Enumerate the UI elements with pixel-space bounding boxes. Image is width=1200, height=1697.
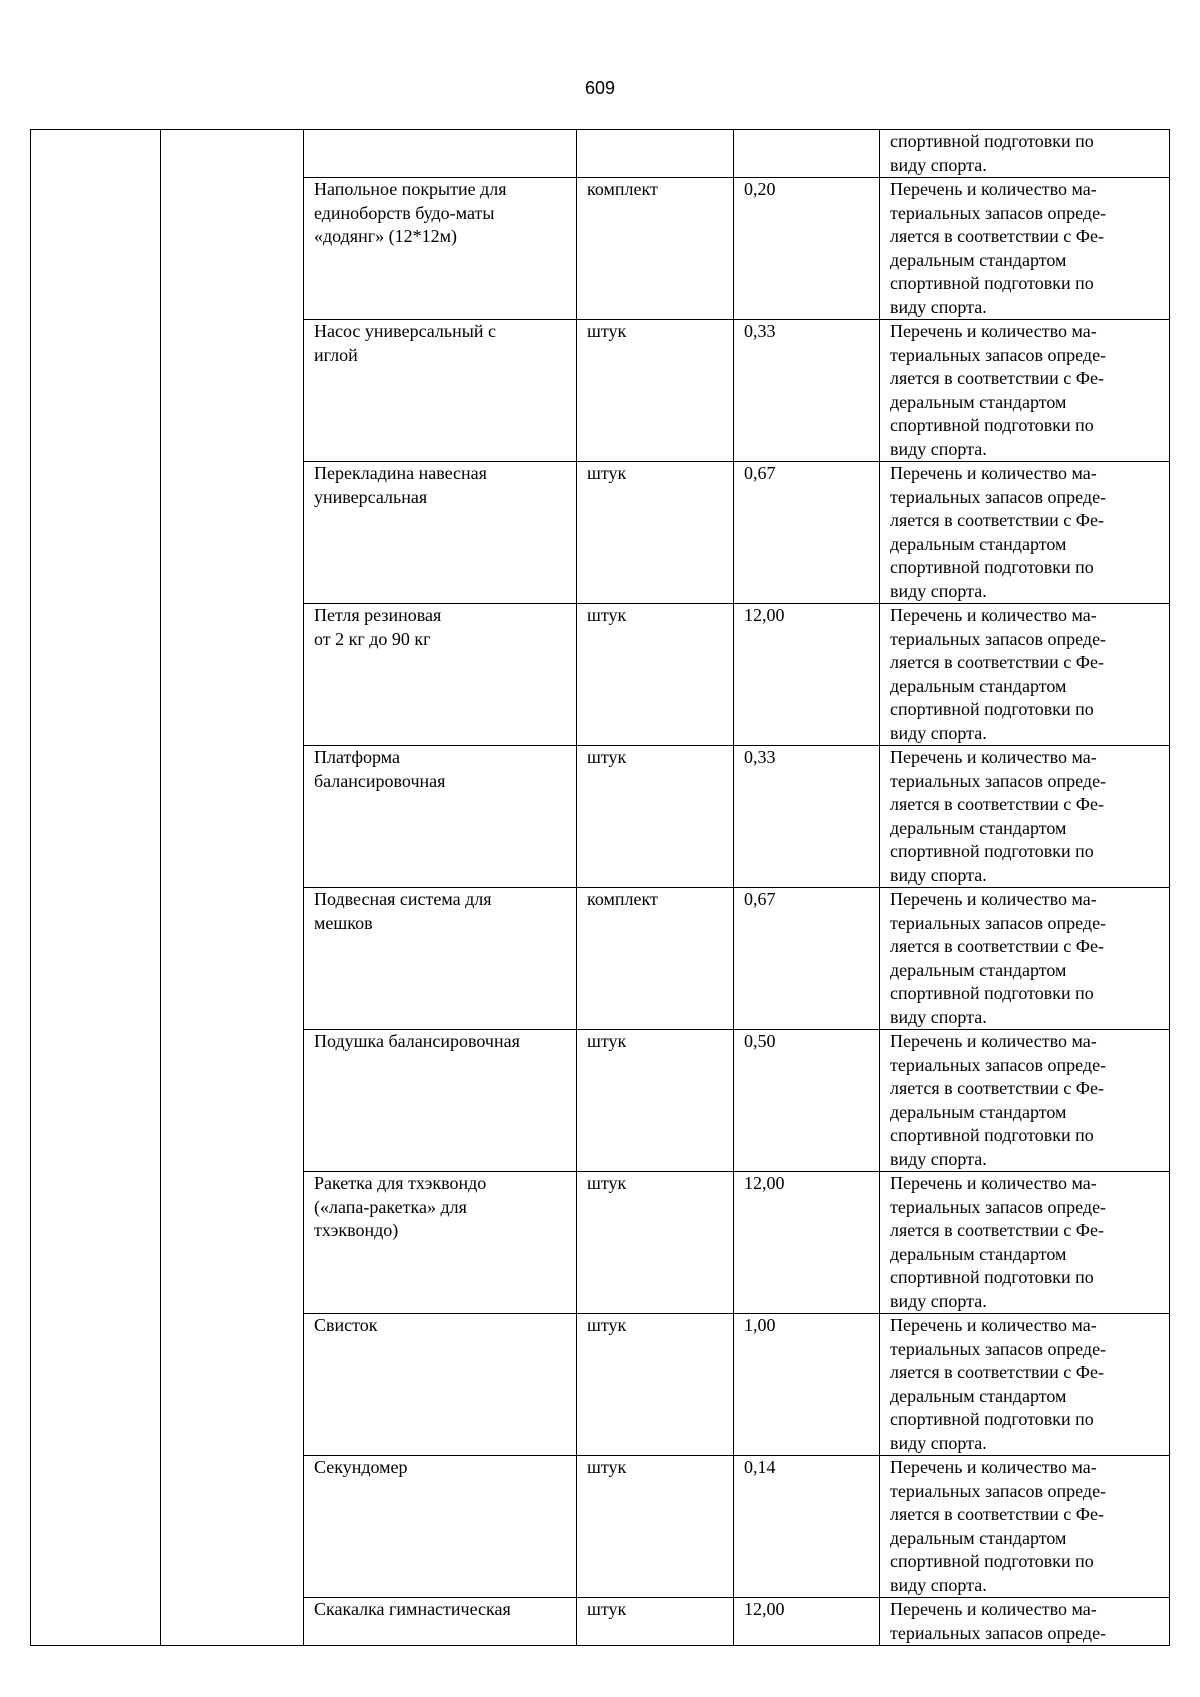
note-line: виду спорта. [890, 154, 987, 175]
note-line: деральным стандартом [890, 675, 1067, 696]
note-cell [880, 130, 1170, 178]
quantity-cell: 0,67 [734, 462, 880, 604]
item-name-line: тхэквондо) [314, 1220, 399, 1240]
note-line: спортивной подготовки по [890, 415, 1094, 435]
note-line: териальных запасов опреде- [890, 1622, 1107, 1643]
quantity-cell: 12,00 [734, 1172, 880, 1314]
quantity-cell: 0,14 [734, 1456, 880, 1598]
page-number: 609 [584, 78, 616, 98]
unit-cell: штук [577, 1598, 734, 1646]
item-name-line: Перекладина навесная [314, 463, 487, 483]
note-line: спортивной подготовки по [890, 131, 1094, 151]
unit-cell: штук [577, 1030, 734, 1172]
item-name-line: «додянг» (12*12м) [314, 226, 457, 246]
note-line: Перечень и количество ма- [890, 889, 1097, 909]
item-name-line: иглой [314, 344, 358, 365]
note-cell [880, 1456, 1170, 1598]
note-line: спортивной подготовки по [890, 557, 1094, 577]
note-line: ляется в соответствии с Фе- [890, 510, 1105, 530]
note-line: деральным стандартом [890, 1385, 1067, 1406]
merged-cell-col2 [161, 130, 304, 1646]
unit-cell: комплект [577, 178, 734, 320]
note-line: виду спорта. [890, 1148, 987, 1169]
note-line: виду спорта. [890, 438, 987, 459]
note-line: териальных запасов опреде- [890, 1480, 1107, 1501]
unit-cell: комплект [577, 888, 734, 1030]
note-line: ляется в соответствии с Фе- [890, 1220, 1105, 1240]
item-name-line: Подвесная система для [314, 889, 492, 909]
note-line: териальных запасов опреде- [890, 912, 1107, 933]
note-line: деральным стандартом [890, 391, 1067, 412]
item-name-line: балансировочная [314, 770, 446, 791]
item-name-cell [304, 178, 577, 320]
note-line: Перечень и количество ма- [890, 1599, 1097, 1619]
note-line: Перечень и количество ма- [890, 179, 1097, 199]
item-name-line: Ракетка для тхэквондо [314, 1173, 487, 1193]
item-name-line: Петля резиновая [314, 605, 442, 625]
item-name-cell [304, 462, 577, 604]
unit-cell: штук [577, 746, 734, 888]
quantity-cell: 0,20 [734, 178, 880, 320]
item-name-line: универсальная [314, 486, 428, 507]
note-line: ляется в соответствии с Фе- [890, 794, 1105, 814]
note-line: ляется в соответствии с Фе- [890, 936, 1105, 956]
quantity-cell: 1,00 [734, 1314, 880, 1456]
item-name-line: Секундомер [314, 1457, 408, 1477]
note-line: Перечень и количество ма- [890, 605, 1097, 625]
note-line: териальных запасов опреде- [890, 1196, 1107, 1217]
note-line: ляется в соответствии с Фе- [890, 368, 1105, 388]
note-cell [880, 1172, 1170, 1314]
note-line: виду спорта. [890, 1432, 987, 1453]
note-cell [880, 746, 1170, 888]
note-line: виду спорта. [890, 580, 987, 601]
note-line: ляется в соответствии с Фе- [890, 1078, 1105, 1098]
table-body [31, 130, 1170, 1646]
note-cell [880, 320, 1170, 462]
item-name-line: Напольное покрытие для [314, 179, 507, 199]
note-line: спортивной подготовки по [890, 1267, 1094, 1287]
note-line: спортивной подготовки по [890, 1409, 1094, 1429]
quantity-cell: 12,00 [734, 604, 880, 746]
note-line: Перечень и количество ма- [890, 1315, 1097, 1335]
note-line: виду спорта. [890, 722, 987, 743]
item-name-cell [304, 1314, 577, 1456]
note-line: териальных запасов опреде- [890, 770, 1107, 791]
note-line: виду спорта. [890, 296, 987, 317]
quantity-cell: 0,33 [734, 320, 880, 462]
note-line: деральным стандартом [890, 817, 1067, 838]
item-name-cell [304, 604, 577, 746]
note-line: виду спорта. [890, 1006, 987, 1027]
note-cell [880, 178, 1170, 320]
note-line: спортивной подготовки по [890, 841, 1094, 861]
equipment-table [30, 129, 1170, 1646]
item-name-line: единоборств будо-маты [314, 202, 495, 223]
quantity-cell: 0,50 [734, 1030, 880, 1172]
unit-cell: штук [577, 1314, 734, 1456]
item-name-line: мешков [314, 912, 373, 933]
item-name-cell [304, 320, 577, 462]
quantity-cell: 12,00 [734, 1598, 880, 1646]
note-line: териальных запасов опреде- [890, 486, 1107, 507]
item-name-cell [304, 1598, 577, 1646]
note-line: спортивной подготовки по [890, 699, 1094, 719]
item-name-line: («лапа-ракетка» для [314, 1196, 467, 1217]
note-line: спортивной подготовки по [890, 983, 1094, 1003]
item-name-cell [304, 1030, 577, 1172]
note-line: деральным стандартом [890, 533, 1067, 554]
note-line: виду спорта. [890, 1574, 987, 1595]
note-cell [880, 1598, 1170, 1646]
note-line: виду спорта. [890, 1290, 987, 1311]
quantity-cell: 0,33 [734, 746, 880, 888]
note-line: ляется в соответствии с Фе- [890, 1362, 1105, 1382]
merged-cell-col1 [31, 130, 161, 1646]
qty-cell-empty [734, 130, 880, 178]
note-line: Перечень и количество ма- [890, 747, 1097, 767]
item-name-line: Свисток [314, 1315, 378, 1335]
item-name-line: Скакалка гимнастическая [314, 1599, 511, 1619]
quantity-cell: 0,67 [734, 888, 880, 1030]
note-line: териальных запасов опреде- [890, 1338, 1107, 1359]
note-line: виду спорта. [890, 864, 987, 885]
note-line: териальных запасов опреде- [890, 628, 1107, 649]
note-line: Перечень и количество ма- [890, 1173, 1097, 1193]
note-line: ляется в соответствии с Фе- [890, 226, 1105, 246]
note-line: териальных запасов опреде- [890, 344, 1107, 365]
unit-cell: штук [577, 1456, 734, 1598]
note-line: ляется в соответствии с Фе- [890, 1504, 1105, 1524]
unit-cell: штук [577, 604, 734, 746]
note-line: Перечень и количество ма- [890, 1457, 1097, 1477]
item-name-line: Насос универсальный с [314, 321, 496, 341]
note-line: деральным стандартом [890, 249, 1067, 270]
note-line: териальных запасов опреде- [890, 1054, 1107, 1075]
note-line: деральным стандартом [890, 1243, 1067, 1264]
item-name-cell [304, 1172, 577, 1314]
note-line: спортивной подготовки по [890, 1551, 1094, 1571]
item-name-line: от 2 кг до 90 кг [314, 628, 431, 649]
note-line: спортивной подготовки по [890, 1125, 1094, 1145]
table-row-continued [31, 130, 1170, 178]
note-line: деральным стандартом [890, 1527, 1067, 1548]
note-line: Перечень и количество ма- [890, 321, 1097, 341]
note-line: териальных запасов опреде- [890, 202, 1107, 223]
note-line: Перечень и количество ма- [890, 463, 1097, 483]
note-line: спортивной подготовки по [890, 273, 1094, 293]
unit-cell: штук [577, 320, 734, 462]
note-cell [880, 462, 1170, 604]
note-cell [880, 1030, 1170, 1172]
unit-cell: штук [577, 1172, 734, 1314]
note-line: деральным стандартом [890, 1101, 1067, 1122]
note-cell [880, 888, 1170, 1030]
note-line: ляется в соответствии с Фе- [890, 652, 1105, 672]
note-line: Перечень и количество ма- [890, 1031, 1097, 1051]
note-line: деральным стандартом [890, 959, 1067, 980]
name-cell-empty [304, 130, 577, 178]
note-cell [880, 604, 1170, 746]
item-name-cell [304, 888, 577, 1030]
unit-cell-empty [577, 130, 734, 178]
note-cell [880, 1314, 1170, 1456]
unit-cell: штук [577, 462, 734, 604]
item-name-cell [304, 1456, 577, 1598]
item-name-cell [304, 746, 577, 888]
item-name-line: Подушка балансировочная [314, 1031, 520, 1051]
item-name-line: Платформа [314, 747, 401, 767]
